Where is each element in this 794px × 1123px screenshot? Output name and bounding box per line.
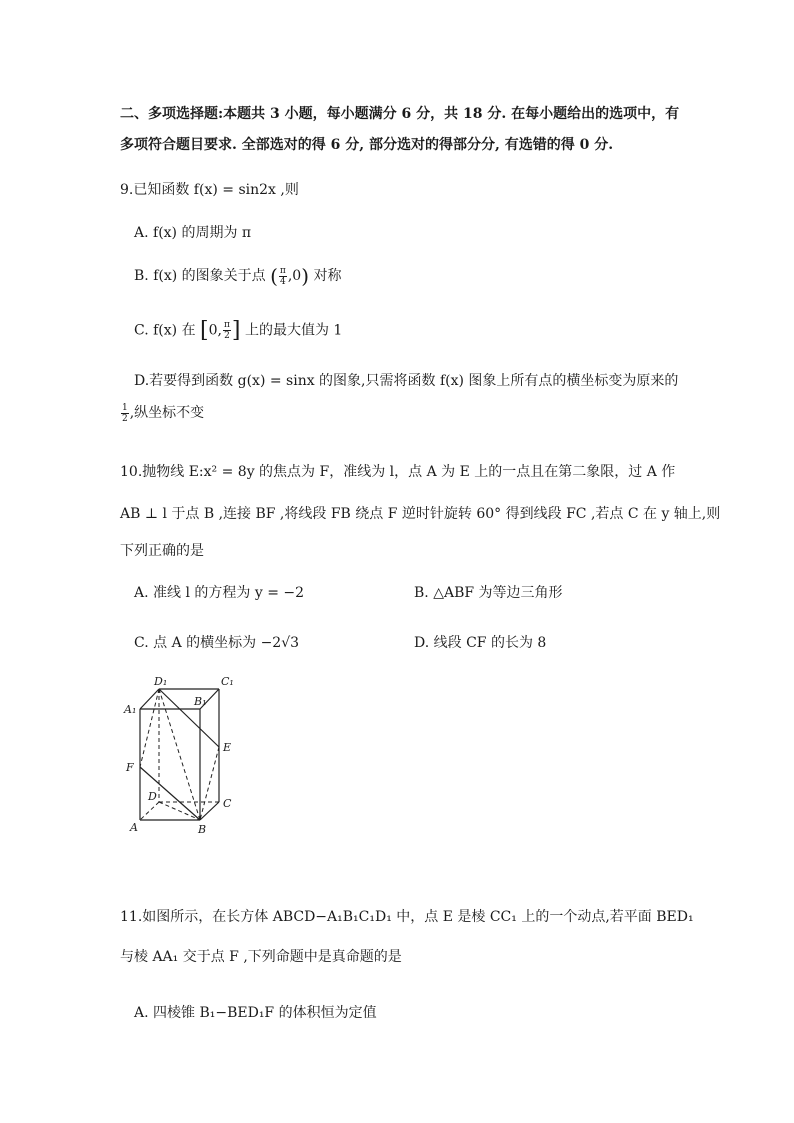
q11-stem-line1: 11.如图所示，在长方体 ABCD−A₁B₁C₁D₁ 中，点 E 是棱 CC₁ 上的一个动点,若平面 BED₁: [120, 909, 694, 925]
q10-option-a: A. 准线 l 的方程为 y = −2: [134, 585, 305, 601]
q11-stem-line2: 与棱 AA₁ 交于点 F ,下列命题中是真命题的是: [120, 949, 402, 965]
label-e: E: [223, 741, 232, 754]
label-c1: C₁: [221, 675, 234, 688]
hidden-edge-da: [140, 802, 159, 820]
section-header-line2: 多项符合题目要求. 全部选对的得 6 分, 部分选对的得部分分, 有选错的得 0 分.: [120, 137, 614, 153]
section-header-line1: 二、多项选择题:本题共 3 小题，每小题满分 6 分，共 18 分. 在每小题给出的选项中，有: [120, 106, 680, 122]
label-b: B: [198, 823, 207, 836]
label-d: D: [148, 790, 157, 803]
q10-option-b: B. △ABF 为等边三角形: [414, 585, 563, 601]
label-d1: D₁: [154, 675, 168, 688]
q9-option-c: C. f(x) 在 [0, $\frac{\pi}{2}$ ] 上的最大值为 1: [134, 318, 343, 343]
q9-option-c-pre: C. f(x) 在: [134, 322, 196, 339]
cuboid-figure: [118, 672, 248, 842]
q9-stem: 9.已知函数 f(x) = sin2x ,则: [120, 182, 299, 198]
hidden-line-db: [159, 802, 200, 820]
label-c: C: [223, 797, 232, 810]
q9-option-d-rest: ,纵坐标不变: [129, 405, 205, 421]
q9-option-d-fraction: $\frac{1}{2}$: [122, 402, 128, 424]
q10-option-d: D. 线段 CF 的长为 8: [414, 635, 547, 651]
q10-option-c: C. 点 A 的横坐标为 −2√3: [134, 635, 300, 651]
label-b1: B₁: [194, 695, 207, 708]
q9-option-a: A. f(x) 的周期为 π: [134, 225, 252, 241]
q10-stem-line2: AB ⊥ l 于点 B ,连接 BF ,将线段 FB 绕点 F 逆时针旋转 60° 得到线段 FC ,若点 C 在 y 轴上,则: [120, 506, 721, 522]
q9-option-d-line1: D.若要得到函数 g(x) = sinx 的图象,只需将函数 f(x) 图象上所有点的横坐标变为原来的: [134, 373, 679, 389]
q9-option-d-line2: [120, 402, 204, 424]
q9-option-b-pre: B. f(x) 的图象关于点: [134, 268, 266, 284]
q11-option-a: A. 四棱锥 B₁−BED₁F 的体积恒为定值: [134, 1005, 377, 1021]
q10-stem-line3: 下列正确的是: [120, 543, 204, 559]
label-a: A: [130, 821, 138, 834]
q9-option-b: B. f(x) 的图象关于点 ( $\frac{\pi}{4}$ ,0) 对称: [134, 264, 342, 288]
q9-option-b-post: 对称: [313, 268, 342, 284]
q9-option-c-post: 上的最大值为 1: [244, 322, 343, 339]
q9-option-c-fraction: $\frac{\pi}{2}$: [223, 320, 230, 341]
hidden-line-d1f: [140, 689, 159, 767]
q9-option-b-fraction: $\frac{\pi}{4}$: [279, 265, 286, 287]
q10-stem-line1: 10.抛物线 E:x² = 8y 的焦点为 F，准线为 l，点 A 为 E 上的一点且在第二象限，过 A 作: [120, 464, 676, 480]
label-a1: A₁: [124, 703, 137, 716]
hidden-line-eb: [200, 747, 219, 820]
q9-option-b-rest: ,0: [287, 268, 302, 284]
label-f: F: [126, 761, 134, 774]
q9-option-c-left: 0,: [208, 322, 222, 339]
